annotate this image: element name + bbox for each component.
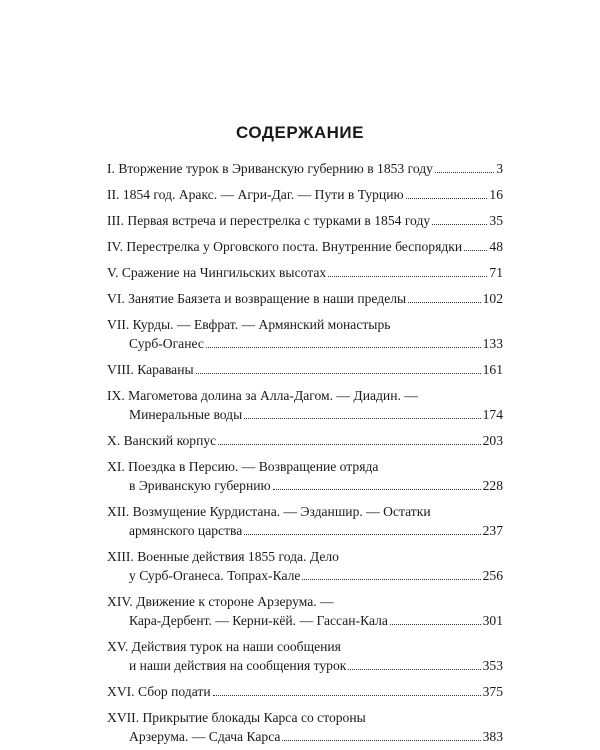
- toc-entry: [107, 457, 503, 495]
- toc-page-number: 35: [489, 213, 503, 228]
- toc-entry-text: XII. Возмущение Курдистана. — Эзданшир. — Остатки: [107, 504, 431, 519]
- toc-page-number: 301: [482, 613, 503, 628]
- toc-entry-heading-line: [107, 431, 503, 450]
- toc-entry: [107, 289, 503, 308]
- table-of-contents: [107, 159, 503, 746]
- dot-leader: [348, 669, 480, 670]
- toc-page-number: 102: [482, 291, 503, 306]
- toc-entry-text: IX. Магометова долина за Алла-Дагом. — Диадин. —: [107, 388, 418, 403]
- toc-entry: [107, 263, 503, 282]
- dot-leader: [406, 198, 488, 199]
- dot-leader: [408, 302, 480, 303]
- toc-entry-text: XIII. Военные действия 1855 года. Дело: [107, 549, 339, 564]
- toc-entry-continuation-line: [107, 476, 503, 495]
- toc-entry-continuation-line: [107, 566, 503, 585]
- toc-entry: [107, 159, 503, 178]
- toc-entry: [107, 185, 503, 204]
- toc-entry-continuation-line: [107, 334, 503, 353]
- toc-entry-text: VIII. Караваны: [107, 362, 194, 377]
- toc-entry-text: I. Вторжение турок в Эриванскую губернию в 1853 году: [107, 161, 433, 176]
- toc-entry-heading-line: [107, 211, 503, 230]
- toc-entry: [107, 386, 503, 424]
- dot-leader: [244, 534, 480, 535]
- toc-entry-heading-line: [107, 502, 503, 521]
- toc-entry-heading-line: [107, 159, 503, 178]
- dot-leader: [435, 172, 494, 173]
- toc-entry-text: XI. Поездка в Персию. — Возвращение отряда: [107, 459, 379, 474]
- toc-entry-text: XV. Действия турок на наши сообщения: [107, 639, 341, 654]
- toc-page-number: 256: [482, 568, 503, 583]
- toc-entry: [107, 547, 503, 585]
- dot-leader: [244, 418, 480, 419]
- toc-entry-text: XVII. Прикрытие блокады Карса со стороны: [107, 710, 366, 725]
- toc-entry-text: IV. Перестрелка у Орговского поста. Внутренние беспорядки: [107, 239, 463, 254]
- toc-entry-heading-line: [107, 289, 503, 308]
- toc-entry-heading-line: [107, 637, 503, 656]
- toc-page-number: 3: [496, 161, 503, 176]
- toc-page-number: 133: [482, 336, 503, 351]
- toc-entry: [107, 360, 503, 379]
- toc-page-number: 48: [489, 239, 503, 254]
- toc-page-number: 203: [482, 433, 503, 448]
- toc-entry-text: VI. Занятие Баязета и возвращение в наши пределы: [107, 291, 407, 306]
- toc-entry-text: армянского царства: [129, 523, 243, 538]
- toc-page-number: 71: [489, 265, 503, 280]
- toc-entry-continuation-line: [107, 611, 503, 630]
- toc-entry-heading-line: [107, 263, 503, 282]
- toc-page-number: 375: [482, 684, 503, 699]
- toc-entry: [107, 682, 503, 701]
- toc-entry-text: VII. Курды. — Евфрат. — Армянский монастырь: [107, 317, 391, 332]
- toc-entry-text: Кара-Дербент. — Керни-кёй. — Гассан-Кала: [129, 613, 388, 628]
- toc-entry: [107, 211, 503, 230]
- toc-page-number: 383: [482, 729, 503, 744]
- toc-entry-text: II. 1854 год. Аракс. — Агри-Даг. — Пути в Турцию: [107, 187, 404, 202]
- toc-entry-text: V. Сражение на Чингильских высотах: [107, 265, 327, 280]
- toc-entry-heading-line: [107, 386, 503, 405]
- toc-page-number: 174: [482, 407, 503, 422]
- toc-entry-text: и наши действия на сообщения турок: [129, 658, 347, 673]
- toc-entry-text: Минеральные воды: [129, 407, 243, 422]
- dot-leader: [273, 489, 481, 490]
- dot-leader: [390, 624, 481, 625]
- dot-leader: [206, 347, 481, 348]
- dot-leader: [302, 579, 480, 580]
- toc-entry-text: X. Ванский корпус: [107, 433, 217, 448]
- page-title: СОДЕРЖАНИЕ: [236, 123, 364, 142]
- toc-entry: [107, 592, 503, 630]
- toc-page-number: 161: [482, 362, 503, 377]
- toc-entry-heading-line: [107, 592, 503, 611]
- dot-leader: [432, 224, 487, 225]
- toc-entry-text: Сурб-Оганес: [129, 336, 204, 351]
- toc-page-number: 16: [489, 187, 503, 202]
- toc-entry: [107, 431, 503, 450]
- toc-entry-text: III. Первая встреча и перестрелка с турками в 1854 году: [107, 213, 431, 228]
- toc-entry-continuation-line: [107, 521, 503, 540]
- toc-entry: [107, 315, 503, 353]
- dot-leader: [218, 444, 480, 445]
- toc-page-number: 228: [482, 478, 503, 493]
- toc-entry-text: XVI. Сбор подати: [107, 684, 211, 699]
- toc-entry-heading-line: [107, 457, 503, 476]
- dot-leader: [213, 695, 481, 696]
- toc-entry: [107, 708, 503, 746]
- dot-leader: [282, 740, 480, 741]
- toc-entry-heading-line: [107, 547, 503, 566]
- toc-entry-text: Арзерума. — Сдача Карса: [129, 729, 281, 744]
- toc-entry: [107, 237, 503, 256]
- dot-leader: [464, 250, 487, 251]
- toc-entry-heading-line: [107, 185, 503, 204]
- toc-entry-heading-line: [107, 708, 503, 727]
- toc-page-number: 237: [482, 523, 503, 538]
- dot-leader: [196, 373, 481, 374]
- toc-entry-heading-line: [107, 682, 503, 701]
- toc-entry-heading-line: [107, 237, 503, 256]
- toc-entry-continuation-line: [107, 727, 503, 746]
- toc-entry: [107, 637, 503, 675]
- toc-entry-continuation-line: [107, 656, 503, 675]
- toc-entry-heading-line: [107, 360, 503, 379]
- toc-entry-text: XIV. Движение к стороне Арзерума. —: [107, 594, 334, 609]
- toc-entry: [107, 502, 503, 540]
- toc-entry-continuation-line: [107, 405, 503, 424]
- toc-page-number: 353: [482, 658, 503, 673]
- toc-entry-text: у Сурб-Оганеса. Топрах-Кале: [129, 568, 301, 583]
- dot-leader: [328, 276, 487, 277]
- toc-entry-heading-line: [107, 315, 503, 334]
- toc-entry-text: в Эриванскую губернию: [129, 478, 271, 493]
